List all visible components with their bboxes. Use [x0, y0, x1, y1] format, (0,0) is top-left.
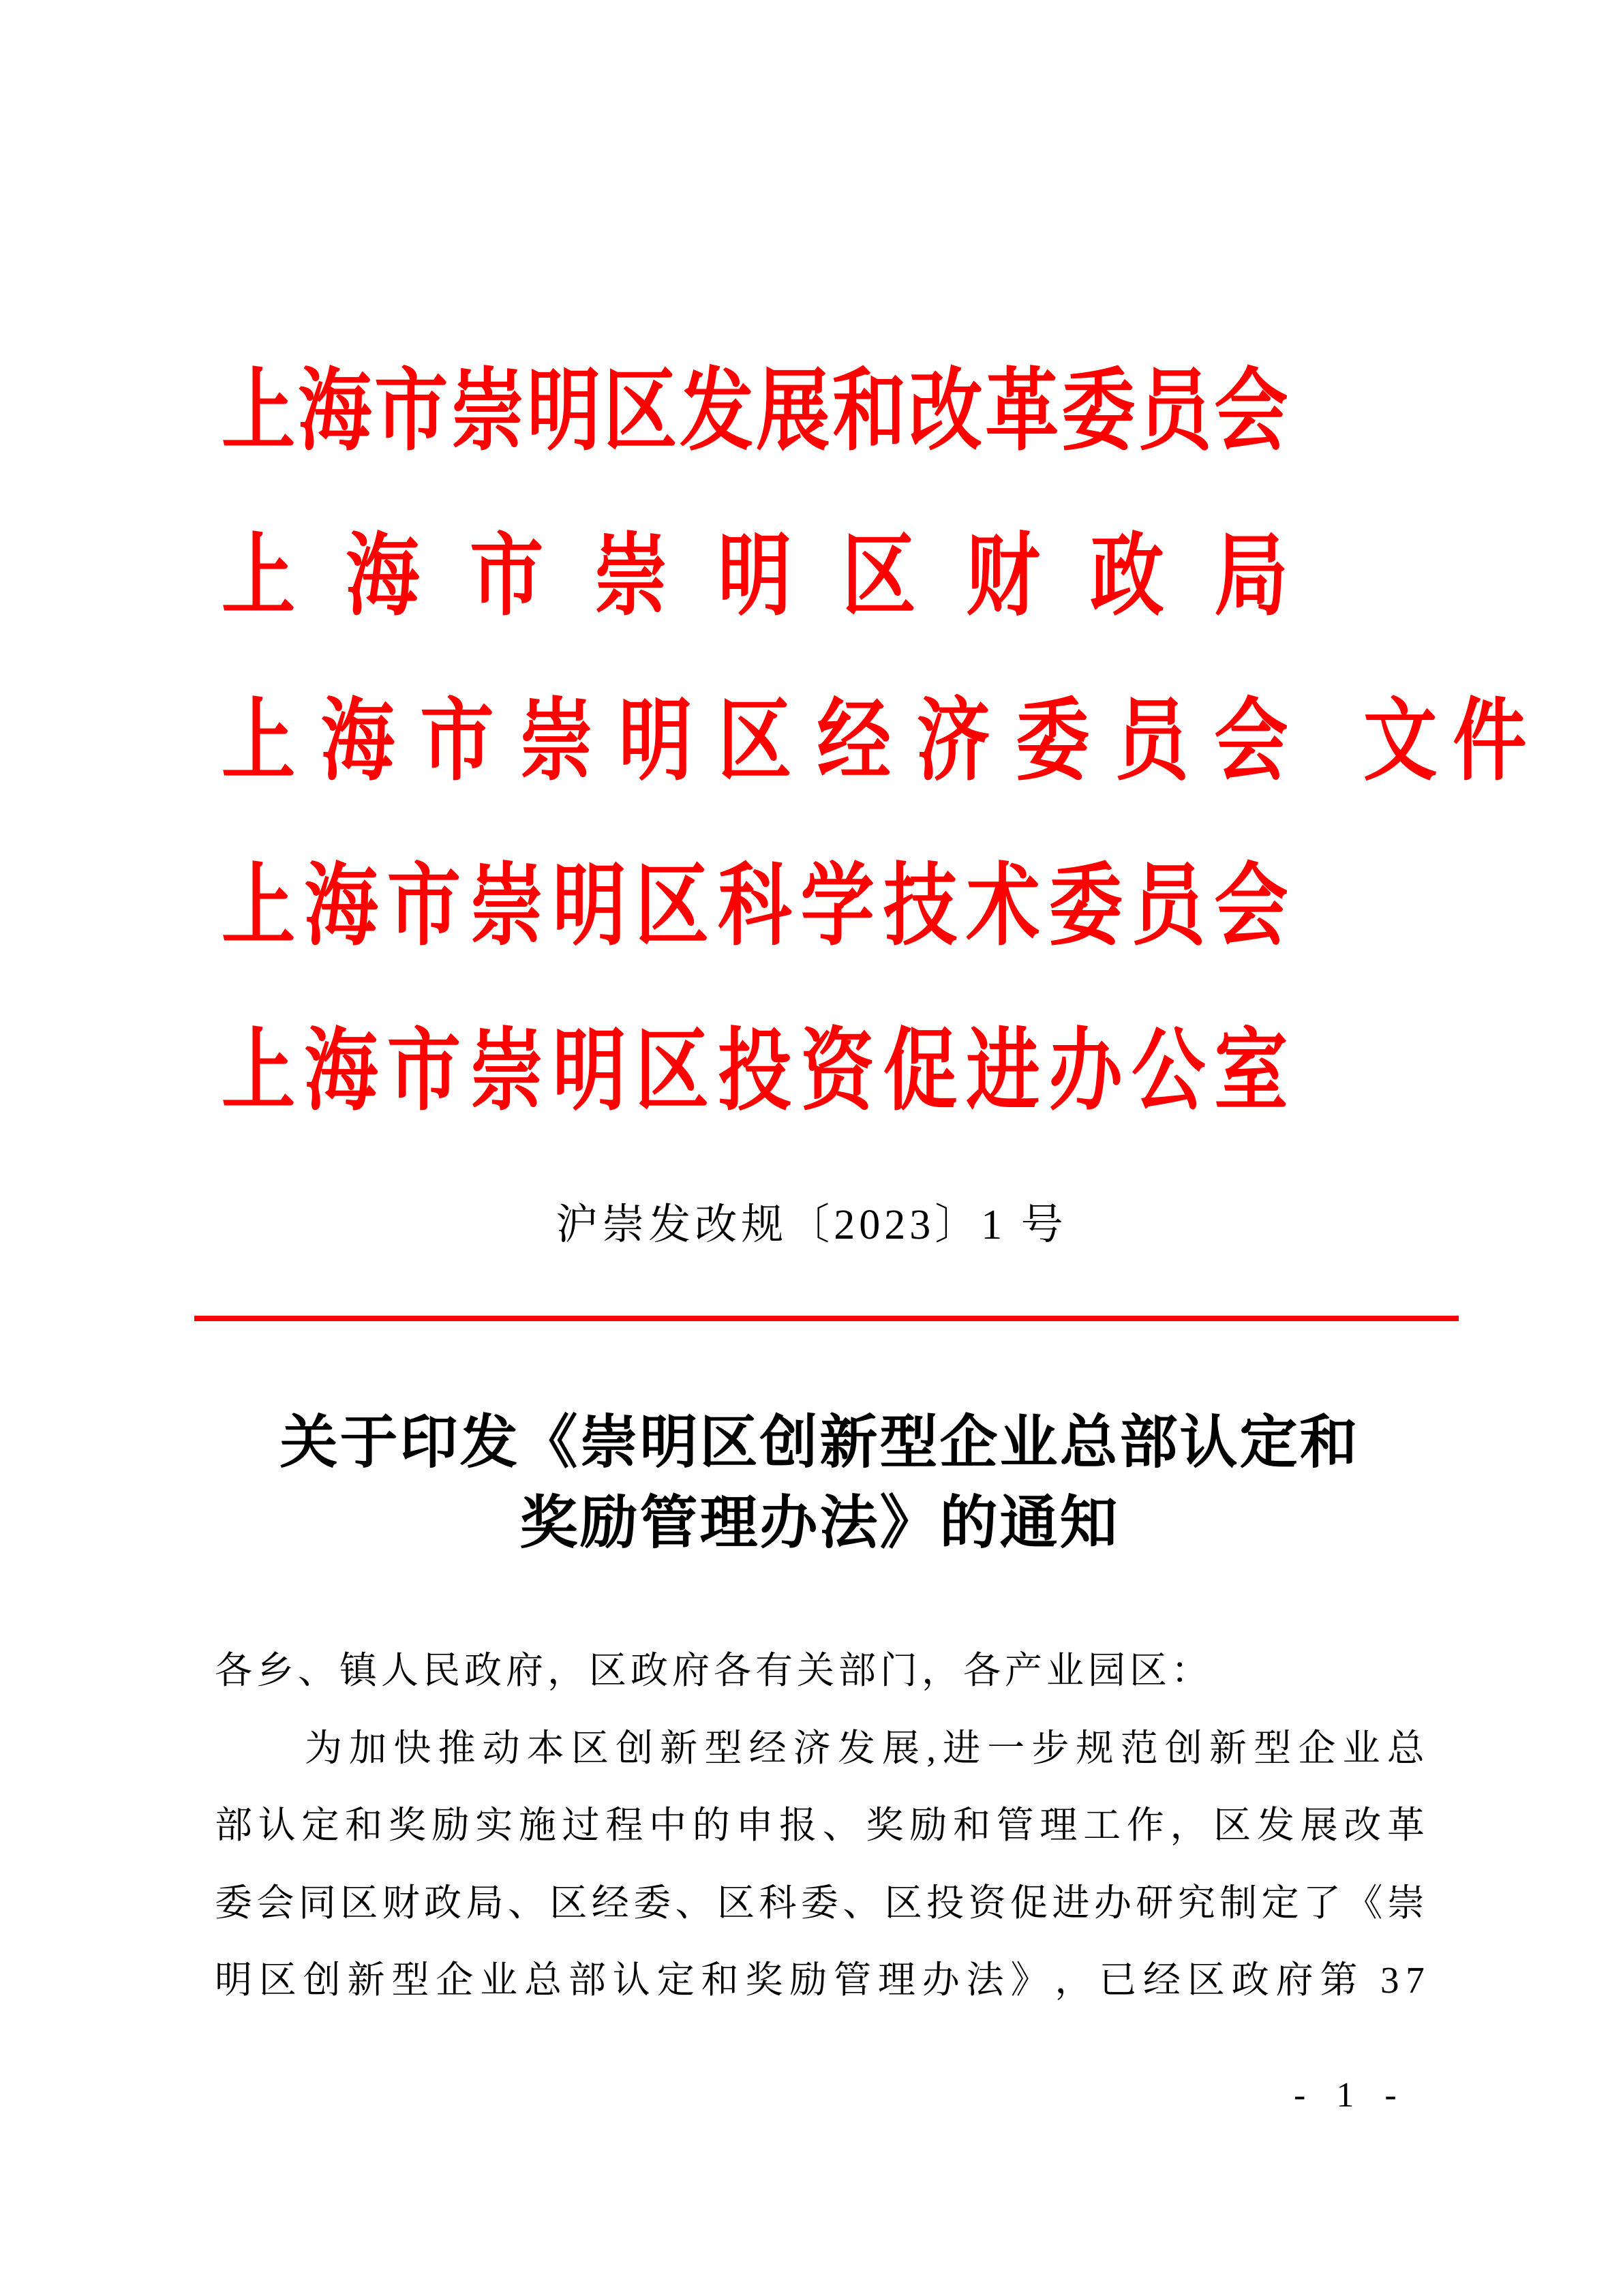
red-separator-line [194, 1316, 1459, 1321]
doc-number: 沪崇发改规〔2023〕1 号 [556, 1202, 1067, 1248]
body-paragraph-line-1: 为 加 快 推 动 本 区 创 新 型 经 济 发 展 , 进 一 步 规 范 创 新 型 企 业 总 [305, 1727, 1425, 1769]
agency-name: 上 海 市 崇 明 区 经 济 委 员 会 [222, 691, 1288, 791]
letterhead-agency-line-3 [222, 691, 1288, 791]
letterhead-agency-line-4 [222, 856, 1288, 956]
body-paragraph-line-4: 明 区 创 新 型 企 业 总 部 认 定 和 奖 励 管 理 办 法 》 ， 已 经 区 政 府 第 3 7 [215, 1959, 1425, 2001]
agency-name: 上 海 市 崇 明 区 发 展 和 改 革 委 员 会 [222, 361, 1288, 462]
body-salutation: 各乡、镇人民政府，区政府各有关部门，各产业园区： [215, 1650, 1213, 1691]
page-number: - 1 - [1294, 2076, 1408, 2115]
letterhead-agency-line-1 [222, 361, 1288, 462]
letterhead-agency-line-5 [222, 1021, 1288, 1121]
document-title-line-2: 奖励管理办法》的通知 [519, 1492, 1120, 1556]
agency-name: 上 海 市 崇 明 区 科 学 技 术 委 员 会 [222, 856, 1288, 956]
body-paragraph-line-2: 部 认 定 和 奖 励 实 施 过 程 中 的 申 报 、 奖 励 和 管 理 工 作 ， 区 发 展 改 革 [215, 1804, 1425, 1846]
body-paragraph-line-3: 委 会 同 区 财 政 局 、 区 经 委 、 区 科 委 、 区 投 资 促 进 办 研 究 制 定 了 《 崇 [215, 1882, 1425, 1924]
document-title [215, 1403, 1425, 1564]
agency-name: 上 海 市 崇 明 区 财 政 局 [222, 526, 1288, 626]
document-title-line-1: 关于印发《崇明区创新型企业总部认定和 [279, 1411, 1360, 1475]
agency-name: 上 海 市 崇 明 区 投 资 促 进 办 公 室 [222, 1021, 1288, 1121]
letterhead-agency-line-2 [222, 526, 1288, 626]
doc-type-label: 文 件 [1363, 691, 1527, 791]
